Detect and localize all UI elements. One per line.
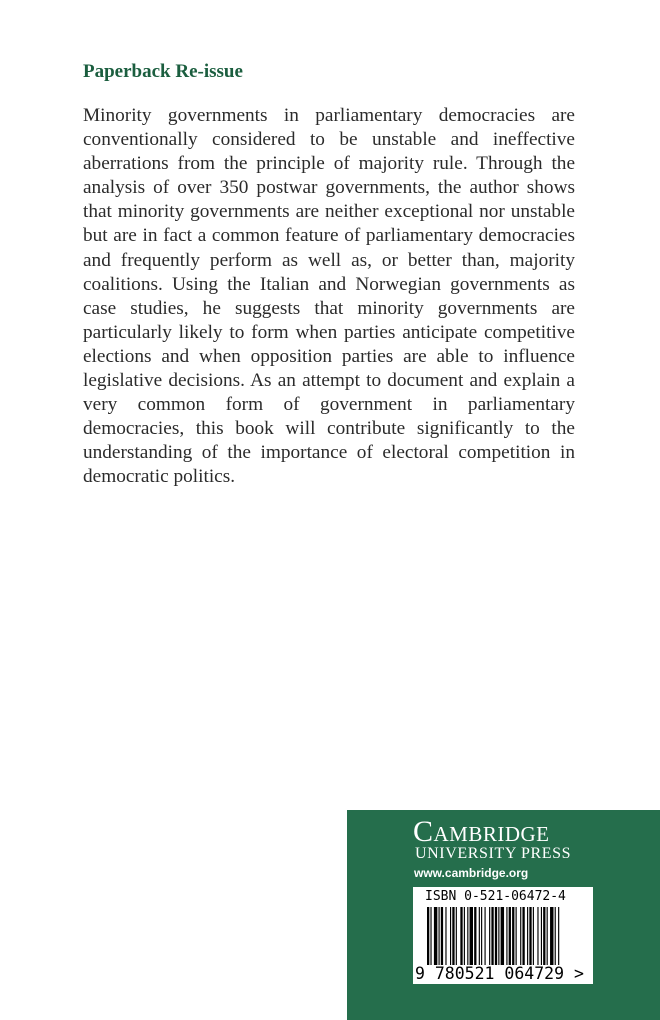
barcode-bar — [533, 907, 534, 965]
barcode-bar — [527, 907, 528, 965]
barcode-bar — [529, 907, 531, 965]
barcode-bar — [558, 907, 559, 965]
publisher-panel — [347, 810, 660, 1020]
barcode-bar — [543, 907, 545, 965]
barcode-bar — [450, 907, 451, 965]
barcode-bar — [498, 907, 499, 965]
barcode-bar — [456, 907, 457, 965]
barcode-bar — [430, 907, 431, 965]
barcode-bar — [491, 907, 493, 965]
barcode-bar — [460, 907, 462, 965]
barcode-number: 9 780521 064729 > — [415, 964, 584, 983]
barcode-bar — [516, 907, 517, 965]
barcode-bar — [464, 907, 465, 965]
barcode-bar — [439, 907, 440, 965]
barcode-bar — [434, 907, 437, 965]
barcode-bar — [547, 907, 548, 965]
barcode-bar — [427, 907, 429, 965]
publisher-name: Cambridge — [413, 815, 550, 848]
publisher-url: www.cambridge.org — [414, 866, 529, 880]
barcode-bar — [537, 907, 538, 965]
barcode-bar — [550, 907, 553, 965]
barcode-bar — [470, 907, 473, 965]
isbn-barcode — [413, 887, 593, 984]
isbn-label: ISBN 0-521-06472-4 — [425, 889, 566, 904]
barcode-bar — [474, 907, 476, 965]
barcode-bar — [445, 907, 446, 965]
reissue-heading: Paperback Re-issue — [83, 61, 243, 82]
barcode-bar — [512, 907, 514, 965]
barcode-bar — [509, 907, 511, 965]
barcode-bar — [441, 907, 443, 965]
barcode-bar — [479, 907, 480, 965]
barcode-bar — [522, 907, 524, 965]
publisher-subname: UNIVERSITY PRESS — [415, 845, 572, 862]
book-blurb: Minority governments in parliamentary democracies are conventionally considered to be unstable and ineffective aberrations from the principle of majority rule. Through the analysis of over 350 postwar governments, the author shows that minority governments are neither exceptional nor unstable but are in fact a common feature of parliamentary democracies and frequently perform as well as, or better than, majority coalitions. Using the Italian and Norwegian governments as case studies, he suggests that minority governments are particularly likely to form when parties anticipate competitive elections and when opposition parties are able to influence legislative decisions. As an attempt to document and explain a very common form of government in parliamentary democracies, this book will contribute significantly to the understanding of the importance of electoral competition in democratic politics. — [83, 105, 575, 488]
barcode-bar — [452, 907, 454, 965]
barcode-bar — [541, 907, 542, 965]
barcode-bar — [520, 907, 521, 965]
barcode-bar — [495, 907, 497, 965]
barcode-bar — [555, 907, 556, 965]
barcode-bar — [481, 907, 482, 965]
barcode-bar — [485, 907, 486, 965]
barcode-bar — [489, 907, 490, 965]
barcode-bar — [467, 907, 468, 965]
barcode-bar — [501, 907, 504, 965]
barcode-bar — [506, 907, 507, 965]
